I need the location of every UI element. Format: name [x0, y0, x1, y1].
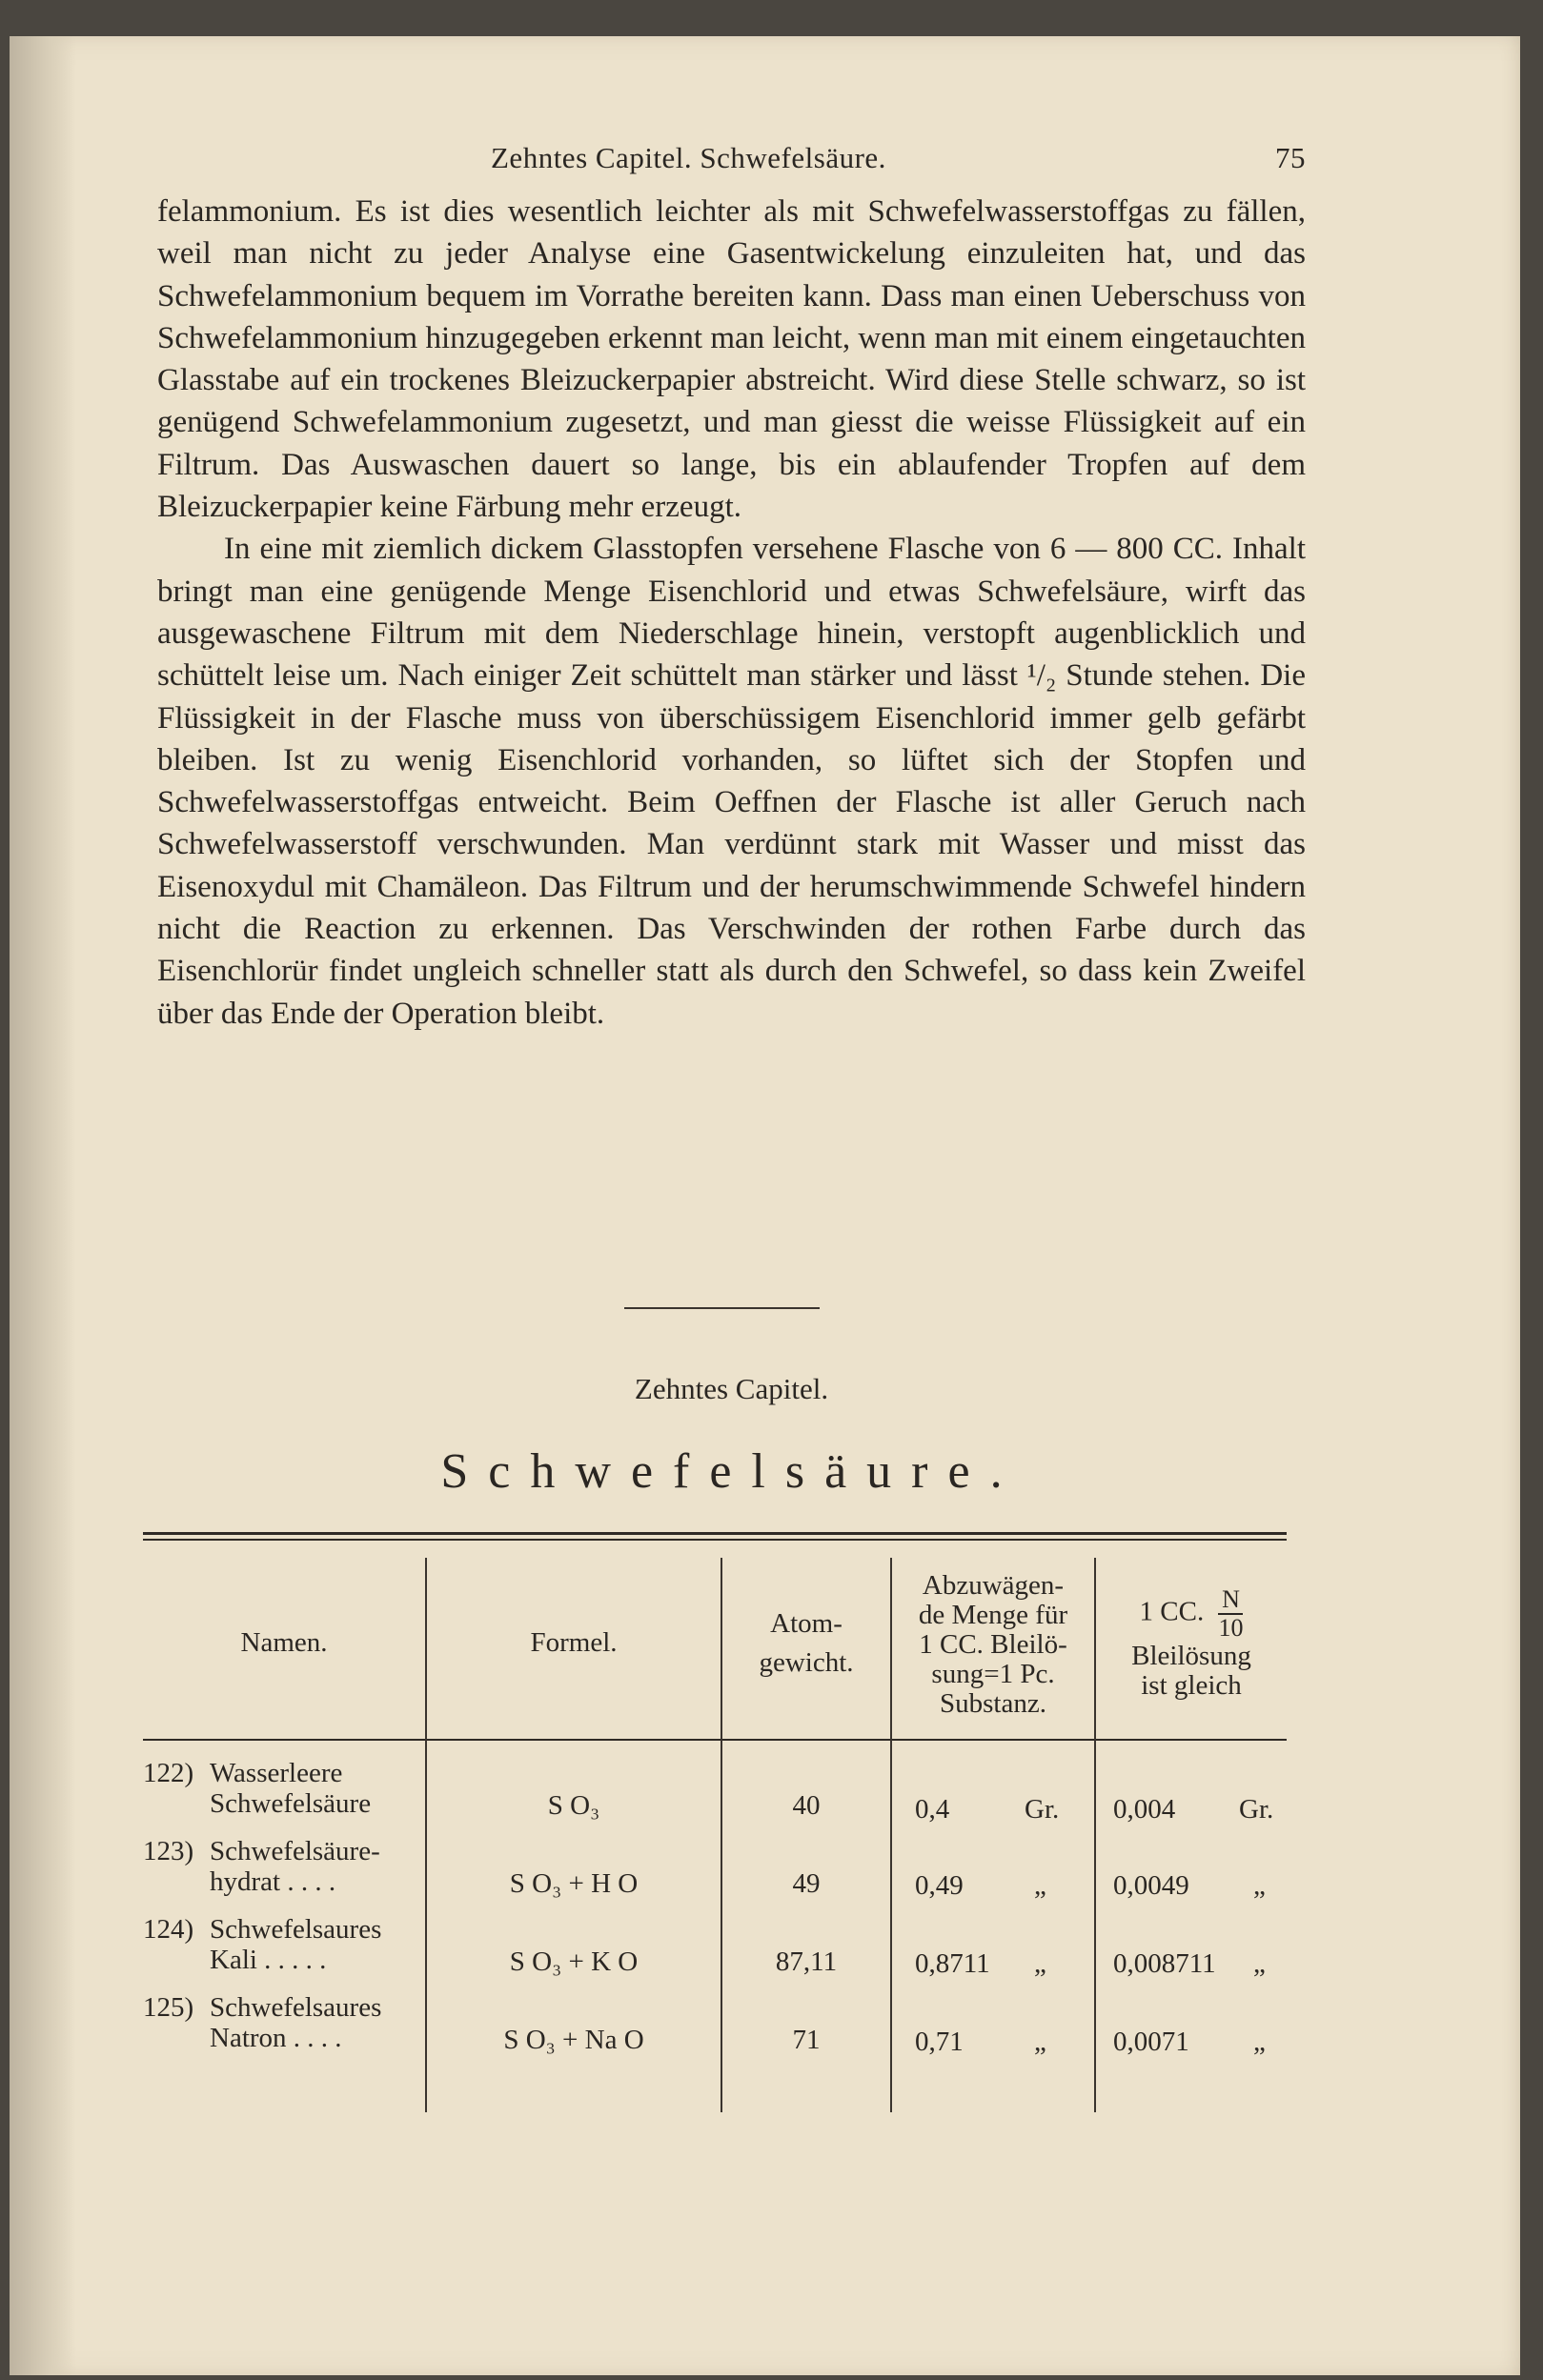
row-name-line2: hydrat . . . . — [210, 1866, 336, 1897]
paragraph-2: In eine mit ziemlich dickem Glasstopfen versehene Flasche von 6 — 800 CC. Inhalt bringt man eine genügende Menge Eisenchlorid und etwas Schwefelsäure, wirft das ausgewaschene Filtrum mit dem Niederschlage hinein, verstopft augenblicklich und schüttelt leise um. Nach einiger Zeit schüttelt man stärker und lässt ¹/₂ Stunde stehen. Die Flüssigkeit in der Flasche muss von überschüssigem Eisenchlorid immer gelb gefärbt bleiben. Ist zu wenig Eisenchlorid vorhanden, so lüftet sich der Stopfen und Schwefelwasserstoffgas entweicht. Beim Oeffnen der Flasche ist aller Geruch nach Schwefelwasserstoff verschwunden. Man verdünnt stark mit Wasser und misst das Eisenoxydul mit Chamäleon. Das Filtrum und der herumschwimmende Schwefel hindern nicht die Reaction zu erkennen. Das Verschwinden der rothen Farbe durch das Eisenchlorür findet ungleich schneller statt als durch den Schwefel, so dass kein Zweifel über das Ende der Operation bleibt. — [157, 532, 1306, 1031]
table-body — [143, 1741, 1287, 2117]
row-formula: S O₃ + H O — [509, 1868, 639, 1899]
row-number: 125) — [143, 1992, 194, 2023]
row-atomgewicht: 87,11 — [775, 1946, 838, 1977]
row-menge: 0,8711 — [915, 1948, 990, 1979]
row-menge: 0,49 — [915, 1870, 964, 1901]
row-atomgewicht: 40 — [792, 1790, 821, 1821]
row-menge-unit: „ — [1034, 1870, 1046, 1901]
header-atom-line2: gewicht. — [759, 1647, 854, 1678]
body-text — [157, 191, 1306, 1035]
header-cc-line3: ist gleich — [1141, 1670, 1242, 1701]
running-header — [157, 141, 1306, 183]
row-formula: S O₃ + Na O — [503, 2025, 644, 2055]
normal-fraction — [1218, 1586, 1243, 1642]
row-atomgewicht: 49 — [792, 1868, 821, 1899]
row-name-line1: Schwefelsäure- — [210, 1836, 380, 1866]
table-header — [143, 1541, 1287, 1741]
column-divider — [1094, 1741, 1096, 2112]
fraction-denominator: 10 — [1218, 1614, 1244, 1642]
row-name-line2: Kali . . . . . — [210, 1945, 327, 1975]
header-abz-line1: Abzuwägen- — [922, 1570, 1065, 1601]
row-name-line1: Schwefelsaures — [210, 1914, 382, 1945]
header-cc-line2: Bleilösung — [1131, 1641, 1251, 1671]
fraction-numerator: N — [1218, 1586, 1243, 1615]
header-abzuwaegende-menge — [892, 1571, 1094, 1719]
header-cc-line1 — [1096, 1586, 1287, 1642]
page-number: 75 — [1275, 141, 1306, 174]
row-menge-unit: „ — [1034, 2027, 1046, 2057]
row-gleich: 0,004 — [1113, 1794, 1176, 1825]
row-menge-unit: Gr. — [1025, 1794, 1060, 1825]
section-title: Schwefelsäure. — [440, 1444, 1023, 1499]
row-gleich: 0,0071 — [1113, 2027, 1189, 2057]
table-top-rule — [143, 1532, 1287, 1535]
chapter-heading: Zehntes Capitel. — [634, 1372, 829, 1405]
section-divider — [624, 1307, 820, 1309]
header-abz-line5: Substanz. — [940, 1688, 1046, 1719]
row-name-line1: Schwefelsaures — [210, 1992, 382, 2023]
header-abz-line2: de Menge für — [918, 1600, 1068, 1630]
row-atomgewicht: 71 — [792, 2025, 821, 2055]
header-abz-line3: 1 CC. Bleilö- — [919, 1629, 1067, 1660]
header-cc-prefix: 1 CC. — [1139, 1596, 1205, 1627]
row-menge: 0,71 — [915, 2027, 964, 2057]
row-gleich-unit: „ — [1253, 1870, 1266, 1901]
header-namen: Namen. — [240, 1627, 328, 1658]
row-formula: S O₃ — [547, 1790, 600, 1821]
row-name-line1: Wasserleere — [210, 1758, 343, 1788]
running-title: Zehntes Capitel. Schwefelsäure. — [491, 141, 886, 174]
row-formula: S O₃ + K O — [509, 1946, 639, 1977]
row-gleich-unit: „ — [1253, 2027, 1266, 2057]
header-atom-line1: Atom- — [770, 1608, 843, 1639]
header-bleiloesung — [1096, 1586, 1287, 1701]
row-gleich-unit: „ — [1253, 1948, 1266, 1979]
row-gleich-unit: Gr. — [1239, 1794, 1274, 1825]
paragraph-1: felammonium. Es ist dies wesentlich leichter als mit Schwefelwasserstoffgas zu fällen, weil man nicht zu jeder Analyse eine Gasentwickelung einzuleiten hat, und das Schwefelammonium bequem im Vorrathe bereiten kann. Dass man einen Ueberschuss von Schwefelammonium hinzugegeben erkennt man leicht, wenn man mit einem eingetauchten Glasstabe auf ein trockenes Bleizuckerpapier abstreicht. Wird diese Stelle schwarz, so ist genügend Schwefelammonium zugesetzt, und man giesst die weisse Flüssigkeit auf ein Filtrum. Das Auswaschen dauert so lange, bis ein ablaufender Tropfen auf dem Bleizuckerpapier keine Färbung mehr erzeugt. — [157, 194, 1306, 525]
row-gleich: 0,008711 — [1113, 1948, 1216, 1979]
data-table — [143, 1532, 1287, 2117]
row-menge: 0,4 — [915, 1794, 950, 1825]
row-menge-unit: „ — [1034, 1948, 1046, 1979]
header-formel: Formel. — [530, 1627, 618, 1658]
row-name-line2: Schwefelsäure — [210, 1788, 372, 1819]
header-abz-line4: sung=1 Pc. — [931, 1659, 1055, 1689]
row-number: 124) — [143, 1914, 194, 1945]
column-divider — [890, 1741, 892, 2112]
header-atomgewicht — [722, 1609, 890, 1678]
page-gutter — [10, 36, 76, 2375]
row-number: 122) — [143, 1758, 194, 1788]
row-gleich: 0,0049 — [1113, 1870, 1189, 1901]
row-name-line2: Natron . . . . — [210, 2023, 342, 2053]
row-number: 123) — [143, 1836, 194, 1866]
